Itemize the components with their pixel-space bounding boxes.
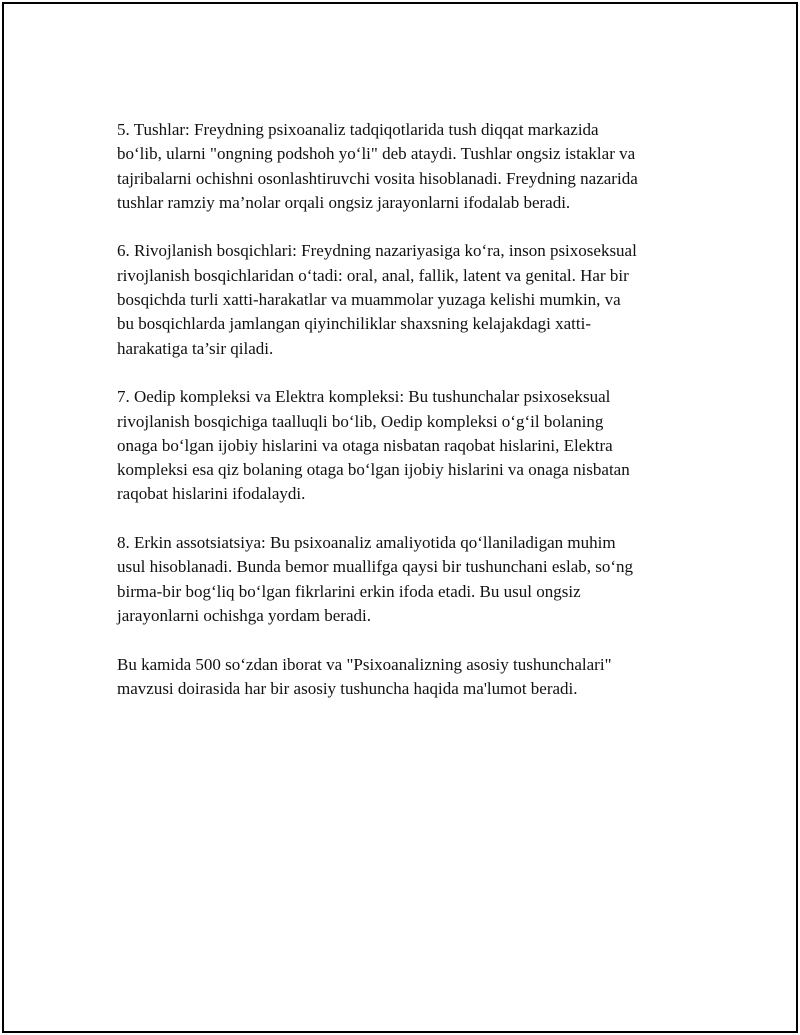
paragraph-development-stages: 6. Rivojlanish bosqichlari: Freydning nazariyasiga ko‘ra, inson psixoseksual rivojlanish bosqichlaridan o‘tadi: oral, anal, fallik, latent va genital. Har bir bosqichda turli xatti-harakatlar va muammolar yuzaga kelishi mumkin, va bu bosqichlarda jamlangan qiyinchiliklar shaxsning kelajakdagi xatti- harakatiga ta’sir qiladi. xyxy=(117,241,637,358)
paragraph-free-association: 8. Erkin assotsiatsiya: Bu psixoanaliz amaliyotida qo‘llaniladigan muhim usul hisoblanadi. Bunda bemor muallifga qaysi bir tushunchani eslab, so‘ng birma-bir bog‘liq bo‘lgan fikrlarini erkin ifoda etadi. Bu usul ongsiz jarayonlarni ochishga yordam beradi. xyxy=(117,533,634,625)
paragraph-oedipus-electra: 7. Oedip kompleksi va Elektra kompleksi: Bu tushunchalar psixoseksual rivojlanish bosqichiga taalluqli bo‘lib, Oedip kompleksi o‘g‘il bolaning onaga bo‘lgan ijobiy hislarini va otaga nisbatan raqobat hislarini, Elektra kompleksi esa qiz bolaning otaga bo‘lgan ijobiy hislarini va onaga nisbatan raqobat hislarini ifodalaydi. xyxy=(117,387,630,504)
document-body xyxy=(117,118,692,725)
paragraph-summary: Bu kamida 500 so‘zdan iborat va "Psixoanalizning asosiy tushunchalari" mavzusi doirasida har bir asosiy tushuncha haqida ma'lumot beradi. xyxy=(117,654,612,698)
paragraph-dreams: 5. Tushlar: Freydning psixoanaliz tadqiqotlarida tush diqqat markazida bo‘lib, ularni "ongning podshoh yo‘li" deb ataydi. Tushlar ongsiz istaklar va tajribalarni ochishni osonlashtiruvchi vosita hisoblanadi. Freydning nazarida tushlar ramziy ma’nolar orqali ongsiz jarayonlarni ifodalab beradi. xyxy=(117,120,638,212)
